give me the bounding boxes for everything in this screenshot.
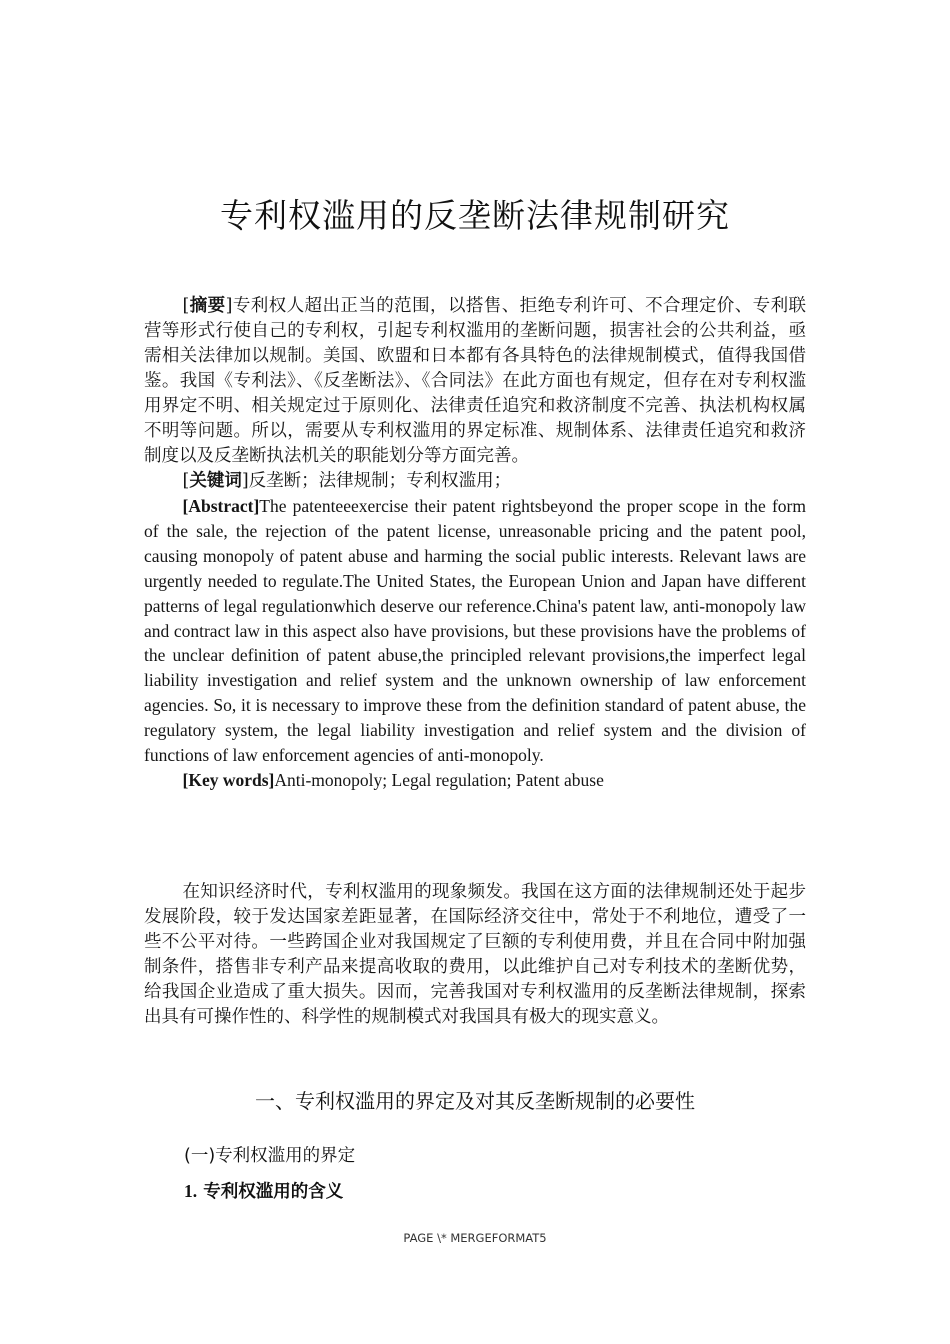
keywords-cn-text: 反垄断；法律规制；专利权滥用； [248,471,512,491]
abstract-cn-bracket-open: [ [182,296,190,316]
page-footer: PAGE \* MERGEFORMAT5 [403,1231,547,1245]
intro-section [144,880,806,1030]
abstract-en-paragraph [144,494,806,768]
abstract-cn-label: 摘要 [189,296,226,316]
abstract-cn-paragraph [144,294,806,469]
abstract-section [144,294,806,793]
abstract-en-text: The patenteeexercise their patent rightsbeyond the proper scope in the form of the sale, the rejection of the patent license, unreasonable pricing and the patent pool, causing monopoly of patent abuse and harming the social public interests. Relevant laws are urgently needed to regulate.The United States, the European Union and Japan have different patterns of legal regulationwhich deserve our reference.China's patent law, anti-monopoly law and contract law in this aspect also have provisions, but these provisions have the problems of the unclear definition of patent abuse,the principled relevant provisions,the imperfect legal liability investigation and relief system and the unknown ownership of law enforcement agencies. So, it is necessary to improve these from the definition standard of patent abuse, the regulatory system, the legal liability investigation and relief system and the division of functions of law enforcement agencies of anti-monopoly. [144,496,806,766]
document-title: 专利权滥用的反垄断法律规制研究 [220,196,730,235]
section-heading: 一、专利权滥用的界定及对其反垄断规制的必要性 [255,1089,695,1113]
subsubsection-heading [184,1178,343,1203]
subsubsection-text: 专利权滥用的含义 [203,1182,344,1202]
abstract-en-label: [Abstract] [182,496,260,516]
keywords-en-text: Anti-monopoly; Legal regulation; Patent abuse [274,769,604,790]
intro-paragraph: 在知识经济时代，专利权滥用的现象频发。我国在这方面的法律规制还处于起步发展阶段，较于发达国家差距显著，在国际经济交往中，常处于不利地位，遭受了一些不公平对待。一些跨国企业对我国规定了巨额的专利使用费，并且在合同中附加强制条件，搭售非专利产品来提高收取的费用，以此维护自己对专利技术的垄断优势，给我国企业造成了重大损失。因而，完善我国对专利权滥用的反垄断法律规制，探索出具有可操作性的、科学性的规制模式对我国具有极大的现实意义。 [144,882,806,1027]
abstract-cn-bracket-close: ] [225,296,233,316]
keywords-cn-paragraph [144,469,806,494]
keywords-cn-bracket-open: [ [182,471,190,491]
keywords-cn-bracket-close: ] [241,471,249,491]
keywords-en-paragraph [144,768,806,793]
subsubsection-number: 1. [184,1181,198,1201]
keywords-en-label: [Key words] [182,769,275,790]
subsection-heading: (一)专利权滥用的界定 [184,1146,356,1166]
keywords-cn-label: 关键词 [189,471,242,491]
abstract-cn-text: 专利权人超出正当的范围，以搭售、拒绝专利许可、不合理定价、专利联营等形式行使自己的专利权，引起专利权滥用的垄断问题，损害社会的公共利益，亟需相关法律加以规制。美国、欧盟和日本都有各具特色的法律规制模式，值得我国借鉴。我国《专利法》、《反垄断法》、《合同法》在此方面也有规定，但存在对专利权滥用界定不明、相关规定过于原则化、法律责任追究和救济制度不完善、执法机构权属不明等问题。所以，需要从专利权滥用的界定标准、规制体系、法律责任追究和救济制度以及反垄断执法机关的职能划分等方面完善。 [144,296,807,466]
